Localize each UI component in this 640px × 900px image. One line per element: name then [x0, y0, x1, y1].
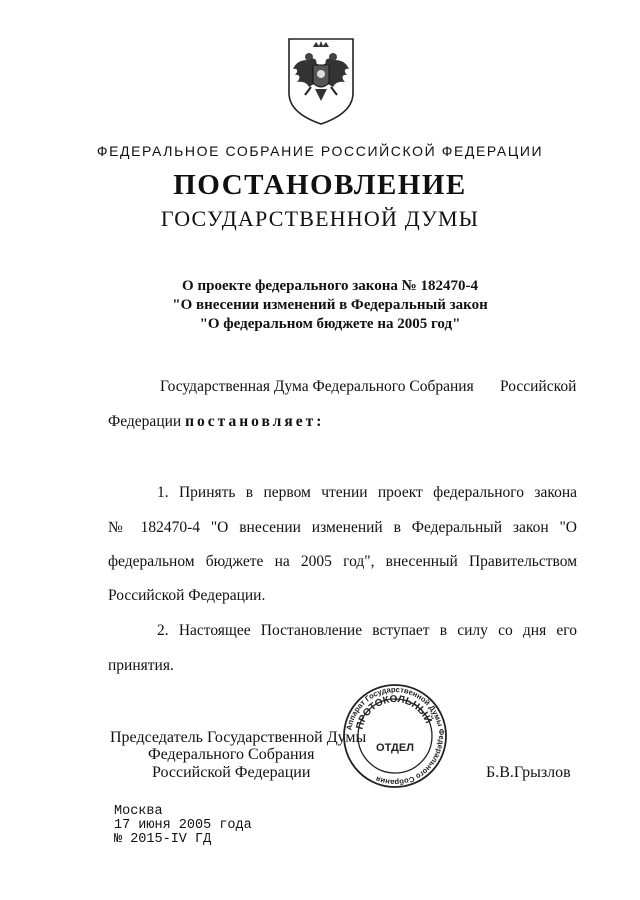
coat-of-arms-emblem — [283, 35, 359, 127]
preamble-text-continued: Российской — [500, 378, 577, 395]
preamble-line-2 — [108, 413, 324, 431]
document-subject — [150, 277, 510, 334]
subject-line-3: "О федеральном бюджете на 2005 год" — [199, 316, 461, 332]
document-issuer: ГОСУДАРСТВЕННОЙ ДУМЫ — [160, 206, 480, 231]
stamp-center-text: ОТДЕЛ — [376, 742, 414, 754]
stamp-outer-text: Аппарат Государственной Думы Федерального Собрания — [344, 684, 447, 788]
resolution-verb: постановляет: — [185, 413, 325, 430]
parliament-name: ФЕДЕРАЛЬНОЕ СОБРАНИЕ РОССИЙСКОЙ ФЕДЕРАЦИИ — [96, 143, 544, 159]
item-1-line-1: 1. Принять в первом чтении проект федерального закона — [157, 484, 577, 501]
protocol-department-stamp — [342, 683, 448, 789]
item-1-line-3: федеральном бюджете на 2005 год", внесенный Правительством — [108, 553, 577, 570]
signatory-title-line-2: Федерального Собрания — [148, 746, 315, 763]
footer-date: 17 июня 2005 года — [114, 818, 252, 833]
signatory-title-line-3: Российской Федерации — [152, 764, 311, 781]
item-2-line-2: принятия. — [108, 657, 174, 674]
signatory-name: Б.В.Грызлов — [486, 764, 571, 781]
subject-line-1: О проекте федерального закона № 182470-4 — [182, 278, 478, 294]
document-type-title: ПОСТАНОВЛЕНИЕ — [173, 169, 467, 201]
footer-city: Москва — [114, 804, 163, 819]
footer-document-number: № 2015-IV ГД — [114, 832, 212, 847]
preamble-federation: Федерации — [108, 413, 182, 430]
item-1-line-2: № 182470-4 "О внесении изменений в Федеральный закон "О — [108, 519, 577, 536]
item-2-line-1: 2. Настоящее Постановление вступает в силу со дня его — [157, 622, 577, 639]
subject-line-2: "О внесении изменений в Федеральный закон — [172, 297, 488, 313]
item-1-line-4: Российской Федерации. — [108, 587, 266, 604]
signatory-title-line-1: Председатель Государственной Думы — [110, 729, 367, 746]
preamble-text: Государственная Дума Федерального Собрания — [160, 378, 474, 395]
stamp-inner-text: ПРОТОКОЛЬНЫЙ — [354, 693, 434, 731]
